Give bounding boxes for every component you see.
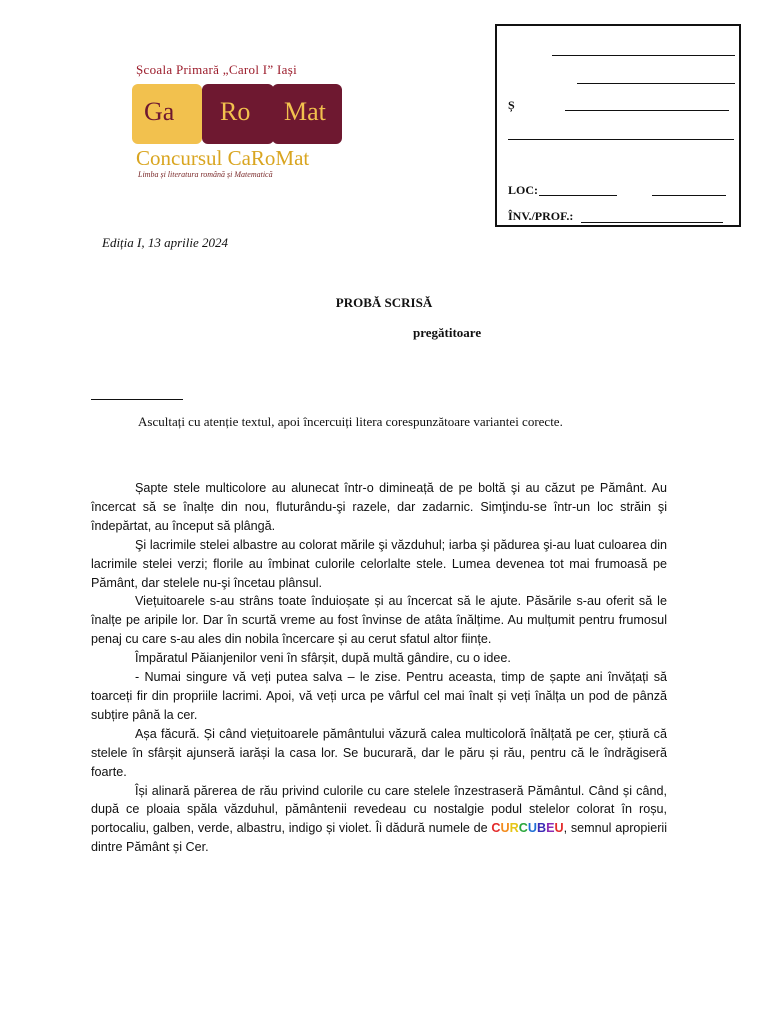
loc-line-2[interactable] [652, 195, 726, 196]
grade-level: pregătitoare [413, 325, 482, 340]
story-text [91, 479, 667, 857]
rainbow-letter: B [536, 821, 547, 836]
loc-label: LOC: [508, 183, 538, 197]
rainbow-letter: E [546, 821, 555, 836]
teacher-line[interactable] [581, 222, 723, 223]
rainbow-word [491, 821, 563, 835]
school-name: Școala Primară „Carol I” Iași [136, 62, 298, 77]
story-paragraph-last [91, 782, 667, 858]
story-paragraph: Șapte stele multicolore au alunecat într-o dimineață de pe boltă şi au căzut pe Pământ. Au încercat să se înalțe din nou, fluturându-şi razele, dar zadarnic. Simţindu-se într-un loc străin şi îndepărtat, au început să plângă. [91, 481, 667, 533]
rainbow-letter: U [554, 821, 564, 836]
logo-text-ga: Ga [144, 97, 175, 126]
edition-date: Ediția I, 13 aprilie 2024 [102, 235, 229, 250]
logo-text-ro: Ro [220, 97, 251, 126]
rainbow-letter: R [509, 821, 519, 836]
contest-name: Concursul CaRoMat [136, 146, 310, 170]
story-paragraph: - Numai singure vă veți putea salva – le zise. Pentru aceasta, timp de șapte ani învățați să toarceți fir din propriile lacrimi. Apoi, vă veți urca pe vârful cel mai înalt și veți înălța un pod de pânză subțire până la cer. [91, 670, 667, 722]
answer-line[interactable] [91, 399, 183, 400]
name-line-1[interactable] [552, 55, 735, 56]
rainbow-letter: U [500, 821, 510, 836]
class-line[interactable] [508, 139, 734, 140]
teacher-label: ÎNV./PROF.: [508, 209, 574, 223]
story-paragraph: Împăratul Păianjenilor veni în sfârșit, după multă gândire, cu o idee. [135, 651, 511, 666]
instruction-text: Ascultați cu atenție textul, apoi încercuiți litera corespunzătoare variantei corecte. [138, 414, 563, 429]
story-paragraph: Viețuitoarele s-au strâns toate înduioșate și au încercat să le ajute. Păsările s-au oferit să le înalțe pe aripile lor. Dar în scurtă vreme au fost învinse de atâta înălțime. Au mulțumit pentru frumosul penaj cu care s-au ales din nobila încercare și au cerut sfatul altor ființe. [91, 594, 667, 647]
contest-subtitle: Limba și literatura română și Matematică [138, 170, 273, 179]
school-label: Ș [508, 98, 515, 112]
name-line-2[interactable] [577, 83, 735, 84]
rainbow-letter: C [491, 821, 501, 836]
exam-title: PROBĂ SCRISĂ [335, 295, 433, 310]
rainbow-letter: C [518, 821, 528, 836]
story-paragraph: Așa făcură. Și când viețuitoarele pământului văzură calea multicoloră înălțată pe cer, știură că stelele în sfârșit ajunseră iarăși la casa lor. Se bucurară, dar le păru și rău, pentru că le îndrăgiseră foarte. [91, 726, 667, 779]
student-id-box [495, 24, 741, 227]
rainbow-letter: U [527, 821, 537, 836]
story-text-before: Își alinară părerea de rău privind culorile cu care stelele înzestraseră Pământul. Când și când, după ce ploaia spăla văzduhul, pământenii revedeau cu nostalgie podul stelelor colorat în roșu, portocaliu, galben, verde, albastru, indigo și violet. Îi dădură numele de [91, 783, 667, 836]
contest-logo [132, 84, 342, 146]
school-line[interactable] [565, 110, 729, 111]
loc-line[interactable] [539, 195, 617, 196]
story-text-after: , semnul apropierii dintre Pământ și Cer. [91, 821, 667, 855]
logo-text-mat: Mat [284, 97, 326, 126]
story-paragraph: Şi lacrimile stelei albastre au colorat mările şi văzduhul; iarba şi pădurea şi-au luat culoarea din lacrimile stelei verzi; florile au îmbinat culorile celorlalte stele. Lumea devenea tot mai frumoasă pe Pământ, dar stelele nu-şi încetau plânsul. [91, 537, 667, 590]
